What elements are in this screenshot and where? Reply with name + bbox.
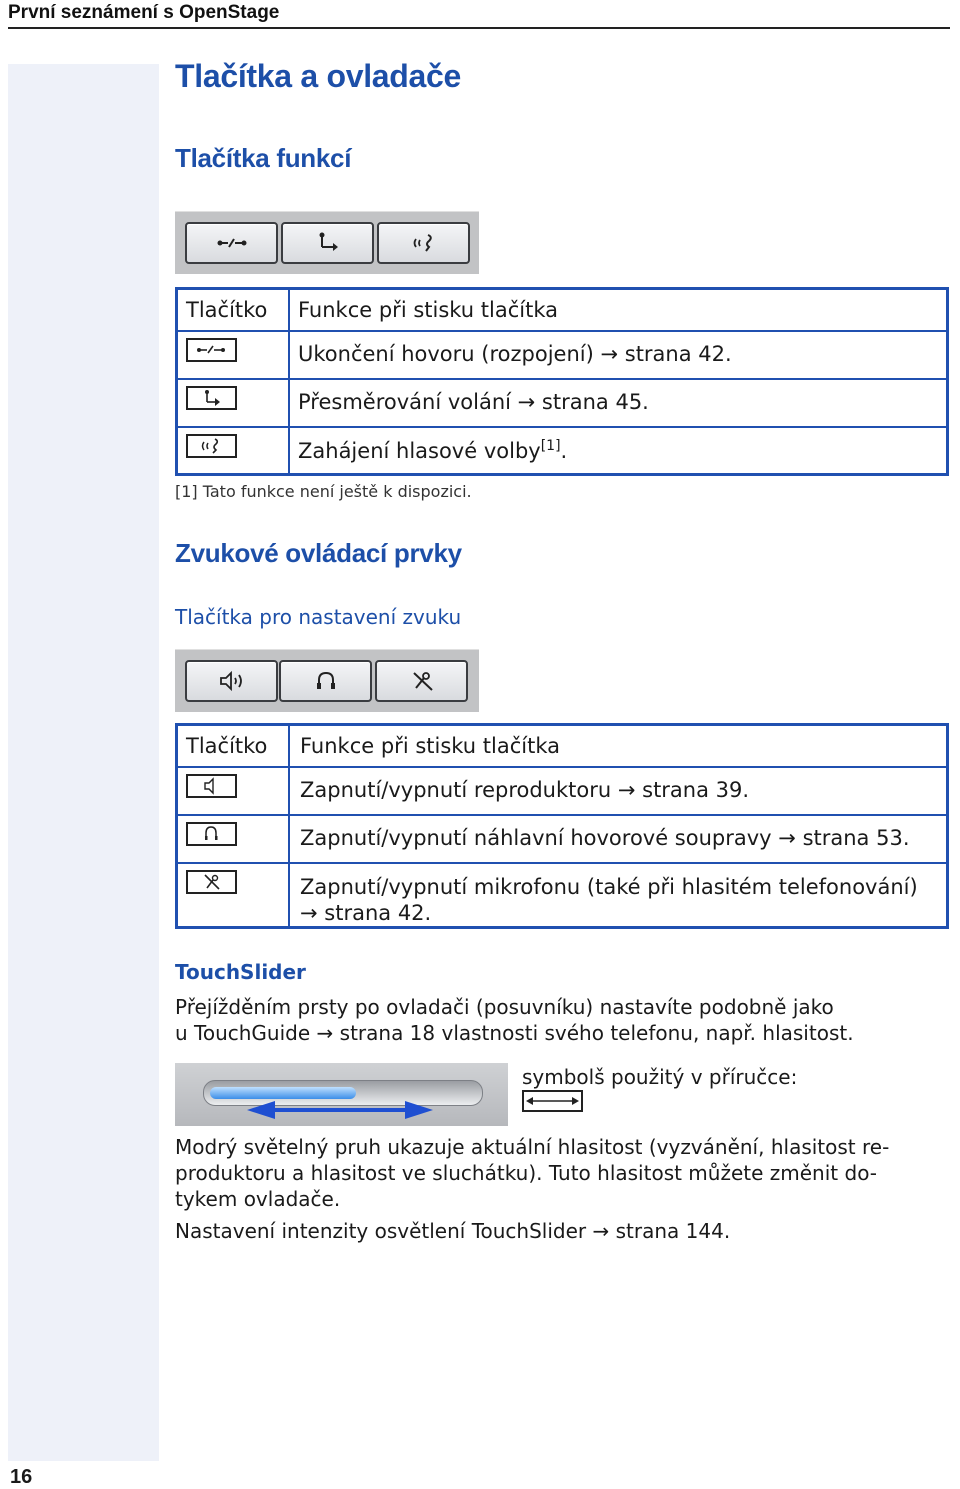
forward-icon	[186, 386, 237, 410]
function-keys-table	[175, 287, 949, 476]
voice-dial-key	[377, 222, 470, 264]
touchslider-image	[175, 1063, 508, 1126]
table-header-key: Tlačítko	[177, 289, 290, 331]
table-row: Přesměrování volání → strana 45.	[289, 379, 948, 427]
touchslider-paragraph: Přejížděním prsty po ovladači (posuvníku) nastavíte podobně jako u TouchGuide → strana 18 vlastnosti svého telefonu, např. hlasitost.	[175, 995, 854, 1045]
mute-key	[375, 660, 468, 702]
function-keys-image	[175, 211, 479, 274]
headset-icon	[186, 822, 237, 846]
mute-icon	[186, 870, 237, 894]
audio-keys-table	[175, 723, 949, 929]
arrow-icon: →	[592, 1219, 610, 1243]
page-title: Tlačítka a ovladače	[175, 58, 462, 94]
brightness-paragraph: Nastavení intenzity osvětlení TouchSlider → strana 144.	[175, 1219, 731, 1243]
table-row: Zapnutí/vypnutí reproduktoru → strana 39.	[289, 767, 948, 815]
volume-paragraph: Modrý světelný pruh ukazuje aktuální hlasitost (vyzvánění, hlasitost re- produktoru a hlasitost ve sluchátku). Tuto hlasitost můžete změnit do- tykem ovladače.	[175, 1135, 890, 1211]
headset-icon	[309, 670, 343, 692]
subsection-title: Tlačítka pro nastavení zvuku	[175, 605, 462, 629]
arrow-icon: →	[300, 900, 318, 925]
arrow-icon: →	[600, 341, 619, 366]
slider-symbol-icon	[522, 1090, 583, 1112]
table-header-function: Funkce při stisku tlačítka	[300, 734, 560, 758]
table-row: Zapnutí/vypnutí náhlavní hovorové soupravy → strana 53.	[289, 815, 948, 863]
table-row: Zahájení hlasové volby[1].	[289, 427, 948, 475]
speaker-icon	[215, 670, 249, 692]
table-header-function: Funkce při stisku tlačítka	[298, 298, 558, 322]
section-title-audio-controls: Zvukové ovládací prvky	[175, 538, 462, 568]
forward-key	[281, 222, 374, 264]
double-arrow-icon	[175, 1063, 508, 1126]
arrow-icon: →	[778, 825, 796, 850]
forward-icon	[311, 232, 345, 254]
margin-sidebar	[8, 64, 159, 1461]
table-row: Zapnutí/vypnutí mikrofonu (také při hlasitém telefonování) → strana 42.	[289, 863, 948, 928]
headset-key	[279, 660, 372, 702]
voice-dial-icon	[186, 434, 237, 458]
speaker-key	[185, 660, 278, 702]
release-icon	[186, 338, 237, 362]
speaker-icon	[186, 774, 237, 798]
table-row: Ukončení hovoru (rozpojení) → strana 42.	[289, 331, 948, 379]
arrow-icon: →	[617, 777, 636, 802]
section-title-function-keys: Tlačítka funkcí	[175, 143, 352, 173]
arrow-icon: →	[517, 389, 536, 414]
page-number: 16	[10, 1466, 33, 1488]
audio-keys-image	[175, 649, 479, 712]
table-header-key: Tlačítko	[177, 725, 290, 767]
running-header: První seznámení s OpenStage	[8, 2, 280, 23]
header-rule	[8, 27, 950, 29]
mute-icon	[405, 670, 439, 692]
touchslider-title: TouchSlider	[175, 960, 306, 984]
release-icon	[215, 232, 249, 254]
release-key	[185, 222, 278, 264]
arrow-icon: →	[316, 1021, 334, 1045]
symbol-label: symbolš použitý v příručce:	[522, 1065, 798, 1089]
voice-dial-icon	[407, 232, 441, 254]
footnote: [1] Tato funkce není ještě k dispozici.	[175, 482, 472, 501]
